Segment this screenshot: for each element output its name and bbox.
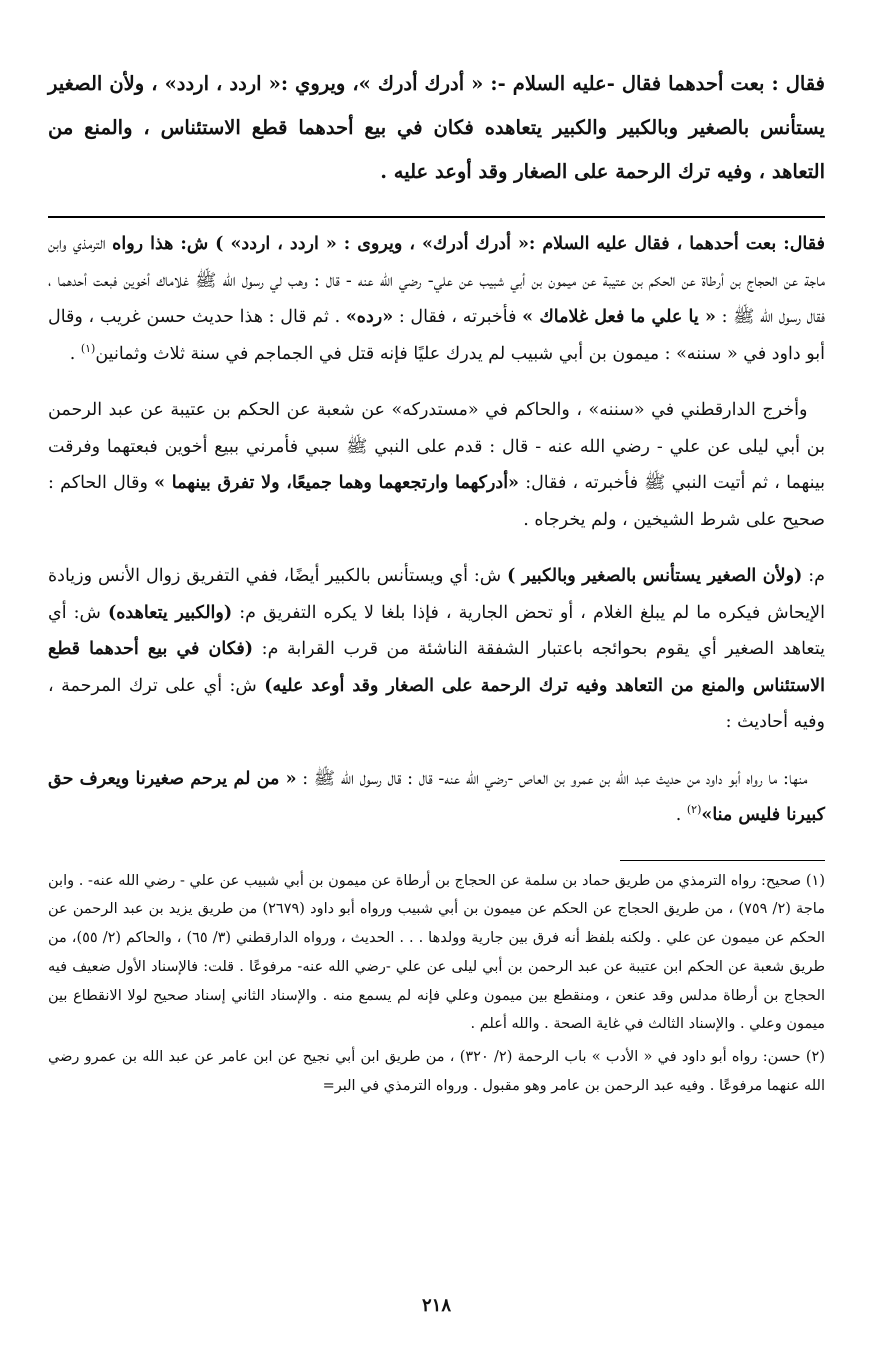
book-page	[48, 62, 825, 1371]
footnote-1: (١) صحيح: رواه الترمذي من طريق حماد بن سلمة عن الحجاج بن أرطاة عن ميمون بن أبي شبيب عن علي - رضي الله عنه- . وابن ماجة (٢/ ٧٥٩) ، من طريق الحجاج عن الحكم عن ميمون بن أبي شبيب ورواه أبو داود (٢٦٧٩) من طريق يزيد بن عبد الرحمن عن الحكم عن ميمون عن علي . ولكنه بلفظ أنه فرق بين جارية وولدها . . . الحديث ، ورواه الدارقطني (٣/ ٦٥) ، والحاكم (٢/ ٥٥)، من طريق شعبة عن الحكم ابن عتيبة عن عبد الرحمن بن أبي ليلى عن علي -رضي الله عنه- مرفوعًا . قلت: فالإسناد الأول ضعيف فيه الحجاج بن أرطاة مدلس وقد عنعن ، ومنقطع بين ميمون وعلي فإنه لم يسمع منه . والإسناد الثاني إسناد صحيح لولا الانقطاع بين ميمون وعلي . والإسناد الثالث في غاية الصحة . والله أعلم .	[48, 872, 825, 1033]
commentary-paragraph-4: منها: ما رواه أبو داود من حديث عبد الله بن عمرو بن العاص -رضي الله عنه- قال : قال رسول الله ﷺ : « من لم يرحم صغيرنا ويعرف حق كبيرنا فليس منا»$^{(٢)}$ .	[48, 768, 825, 825]
footnote-separator	[620, 860, 825, 861]
hadith-quote: «أدركهما وارتجعهما وهما جميعًا، ولا تفرق بينهما »	[154, 473, 519, 493]
footnote-2: (٢) حسن: رواه أبو داود في « الأدب » باب الرحمة (٢/ ٣٢٠) ، من طريق ابن أبي نجيح عن ابن عامر عن عبد الله بن عمرو رضي الله عنهما مرفوعًا . وفيه عبد الرحمن بن عامر وهو مقبول . ورواه الترمذي في البر=	[48, 1049, 825, 1095]
quoted-matn: (والكبير يتعاهده)	[107, 602, 233, 623]
commentary-paragraph-2: وأخرج الدارقطني في «سننه» ، والحاكم في «مستدركه» عن شعبة عن الحكم بن عتيبة عن عبد الرحمن بن أبي ليلى عن علي - رضي الله عنه - قال : قدم على النبي ﷺ سبي فأمرني ببيع أخوين فبعتهما وفرقت بينهما ، ثم أتيت النبي ﷺ فأخبرته ، فقال: «أدركهما وارتجعهما وهما جميعًا، ولا تفرق بينهما » وقال الحاكم : صحيح على شرط الشيخين ، ولم يخرجاه .	[48, 400, 826, 530]
hadith-quote: « يا علي ما فعل غلاماك »	[522, 307, 716, 327]
matn-text: فقال : بعت أحدهما فقال -عليه السلام -: « أدرك أدرك »، ويروي :« اردد ، اردد» ، ولأن الصغير يستأنس بالصغير وبالكبير والكبير يتعاهده فكان في بيع أحدهما قطع الاستئناس ، والمنع من التعاهد ، وفيه ترك الرحمة على الصغار وقد أوعد عليه .	[48, 72, 825, 183]
quoted-matn: (فكان في بيع أحدهما قطع الاستئناس والمنع من التعاهد وفيه ترك الرحمة على الصغار وقد أوعد عليه)	[48, 639, 825, 696]
commentary-paragraph-1: فقال: بعت أحدهما ، فقال عليه السلام :« أدرك أدرك» ، ويروى : « اردد ، اردد» ) ش: هذا رواه الترمذي وابن ماجة عن الحجاج بن أرطاة عن الحكم بن عتيبة عن ميمون بن أبي شبيب عن علي- رضي الله عنه - قال : وهب لي رسول الله ﷺ غلاماك أخوين فبعت أحدهما ، فقال رسول الله ﷺ : « يا علي ما فعل غلاماك » فأخبرته ، فقال : «رده» . ثم قال : هذا حديث حسن غريب ، وقال أبو داود في « سننه» : ميمون بن أبي شبيب لم يدرك عليًا فإنه قتل في الجماجم في سنة ثلاث وثمانين$^{(١)}$ .	[48, 234, 825, 364]
hadith-quote: « من لم يرحم صغيرنا ويعرف حق كبيرنا فليس منا»	[48, 768, 825, 825]
quoted-matn: (ولأن الصغير يستأنس بالصغير وبالكبير )	[507, 566, 803, 586]
commentary-paragraph-3: م: (ولأن الصغير يستأنس بالصغير وبالكبير ) ش: أي ويستأنس بالكبير أيضًا، ففي التفريق زوال الأنس وزيادة الإيحاش فيكره ما لم يبلغ الغلام ، أو تحض الجارية ، فإذا بلغا لا يكره التفريق م: (والكبير يتعاهده) ش: أي يتعاهد الصغير أي يقوم بحوائجه باعتبار الشفقة الناشئة من قرب القرابة م: (فكان في بيع أحدهما قطع الاستئناس والمنع من التعاهد وفيه ترك الرحمة على الصغار وقد أوعد عليه) ش: أي على ترك المرحمة ، وفيه أحاديث :	[48, 566, 826, 732]
footnote-ref-2: (٢)	[686, 803, 702, 817]
commentary	[48, 226, 825, 834]
matn-separator	[48, 216, 825, 218]
footnotes	[48, 867, 825, 1101]
quoted-matn: فقال: بعت أحدهما ، فقال عليه السلام :« أدرك أدرك» ، ويروى : « اردد ، اردد» ) ش: هذا رواه	[112, 234, 825, 254]
page-number: ٢١٨	[421, 1295, 451, 1316]
hadith-quote: «رده»	[345, 307, 394, 327]
footnote-ref-1: (١)	[80, 341, 96, 355]
